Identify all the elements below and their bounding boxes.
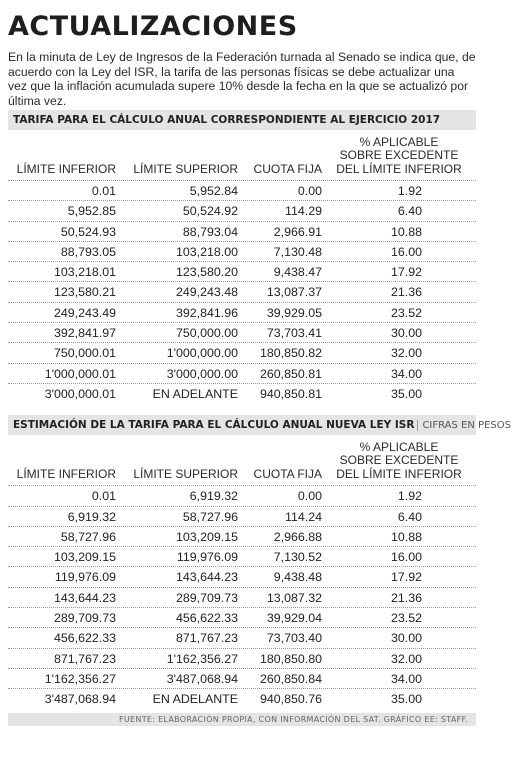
cell-upper-limit: 3'487,068.94 [166, 671, 238, 686]
table-row [8, 627, 476, 647]
cell-percentage: 6.40 [397, 204, 422, 219]
table-row [8, 506, 476, 526]
cell-percentage: 17.92 [390, 265, 422, 280]
table-row [8, 363, 476, 383]
col-lower-limit: LÍMITE INFERIOR [16, 466, 116, 481]
cell-lower-limit: 50,524.93 [60, 224, 116, 239]
cell-lower-limit: 1'000,000.01 [44, 366, 116, 381]
cell-fixed-fee: 114.24 [285, 509, 322, 524]
cell-lower-limit: 123,580.21 [53, 285, 116, 300]
cell-lower-limit: 249,243.49 [53, 305, 116, 320]
cell-lower-limit: 1'162,356.27 [44, 671, 116, 686]
table-row [8, 485, 476, 505]
cell-fixed-fee: 0.00 [297, 184, 322, 198]
cell-percentage: 32.00 [390, 346, 422, 361]
table-row [8, 383, 476, 403]
cell-fixed-fee: 7,130.52 [273, 550, 322, 565]
cell-percentage: 23.52 [390, 611, 422, 626]
table-2017-body [8, 180, 476, 403]
cell-lower-limit: 0.01 [91, 489, 116, 504]
table-new-law-header [8, 415, 511, 435]
col-percentage-line-1: % APLICABLE [359, 439, 439, 454]
col-percentage-line-3: DEL LÍMITE INFERIOR [336, 161, 462, 176]
cell-upper-limit: 1'162,356.27 [166, 651, 238, 666]
cell-fixed-fee: 13,087.37 [266, 285, 322, 300]
cell-upper-limit: 6,919.32 [189, 489, 238, 504]
cell-lower-limit: 3'487,068.94 [44, 692, 116, 707]
cell-lower-limit: 103,209.15 [53, 550, 116, 565]
cell-upper-limit: EN ADELANTE [152, 386, 238, 401]
cell-upper-limit: 289,709.73 [175, 590, 238, 605]
col-lower-limit: LÍMITE INFERIOR [16, 161, 116, 176]
table-row [8, 342, 476, 362]
cell-fixed-fee: 39,929.04 [266, 611, 322, 626]
cell-fixed-fee: 260,850.81 [259, 366, 322, 381]
cell-fixed-fee: 940,850.76 [259, 692, 322, 707]
cell-upper-limit: 456,622.33 [175, 611, 238, 626]
table-2017-title: TARIFA PARA EL CÁLCULO ANUAL CORRESPONDIENTE AL EJERCICIO 2017 [13, 114, 441, 126]
table-row [8, 546, 476, 566]
cell-percentage: 30.00 [390, 326, 422, 341]
table-row [8, 180, 476, 200]
cell-percentage: 35.00 [390, 386, 422, 401]
cell-fixed-fee: 39,929.05 [266, 305, 322, 320]
cell-lower-limit: 456,622.33 [53, 631, 116, 646]
cell-lower-limit: 6,919.32 [67, 509, 116, 524]
source-note: FUENTE: ELABORACIÓN PROPIA, CON INFORMACIÓN DEL SAT. GRÁFICO EE: STAFF. [8, 713, 476, 726]
col-fixed-fee: CUOTA FIJA [253, 466, 322, 481]
cell-fixed-fee: 9,438.47 [273, 265, 322, 280]
cell-percentage: 30.00 [390, 631, 422, 646]
cell-upper-limit: 119,976.09 [176, 550, 238, 565]
cell-upper-limit: 3'000,000.00 [166, 366, 238, 381]
table-row [8, 648, 476, 668]
cell-fixed-fee: 180,850.80 [259, 651, 322, 666]
cell-upper-limit: 58,727.96 [182, 509, 238, 524]
table-new-law-column-headers [8, 435, 476, 485]
table-row [8, 302, 476, 322]
page-title: ACTUALIZACIONES [8, 11, 298, 42]
cell-fixed-fee: 2,966.88 [273, 529, 322, 544]
table-new-law [8, 415, 511, 708]
cell-upper-limit: 143,644.23 [175, 570, 238, 585]
cell-lower-limit: 5,952.85 [67, 204, 116, 219]
cell-upper-limit: 1'000,000.00 [166, 346, 238, 361]
intro-paragraph: En la minuta de Ley de Ingresos de la Federación turnada al Senado se indica que, de acuerdo con la Ley del ISR, la tarifa de las personas físicas se debe actualizar una vez que la inflación acumulada supere 10% desde la fecha en la que se actualizó por última vez. [8, 50, 476, 108]
table-row [8, 587, 476, 607]
cell-percentage: 17.92 [390, 570, 422, 585]
cell-fixed-fee: 13,087.32 [266, 590, 322, 605]
cell-upper-limit: 103,209.15 [175, 529, 238, 544]
cell-fixed-fee: 73,703.40 [266, 631, 322, 646]
cell-upper-limit: 123,580.20 [175, 265, 238, 280]
cell-percentage: 34.00 [390, 671, 422, 686]
table-new-law-title: ESTIMACIÓN DE LA TARIFA PARA EL CÁLCULO ANUAL NUEVA LEY ISR [13, 419, 415, 432]
cell-lower-limit: 392,841.97 [53, 326, 116, 341]
cell-upper-limit: 88,793.04 [182, 224, 238, 239]
cell-percentage: 6.40 [397, 509, 422, 524]
cell-fixed-fee: 260,850.84 [259, 671, 322, 686]
cell-percentage: 10.88 [390, 529, 422, 544]
col-percentage [322, 136, 476, 177]
cell-upper-limit: EN ADELANTE [152, 692, 238, 707]
cell-percentage: 16.00 [390, 244, 422, 259]
cell-fixed-fee: 940,850.81 [259, 386, 322, 401]
table-row [8, 526, 476, 546]
units-label: CIFRAS EN PESOS [417, 420, 511, 431]
table-row [8, 261, 476, 281]
cell-percentage: 1.92 [397, 489, 422, 504]
col-percentage-line-2: SOBRE EXCEDENTE [339, 148, 459, 162]
table-row [8, 668, 476, 688]
col-fixed-fee: CUOTA FIJA [253, 161, 322, 176]
table-2017 [8, 110, 476, 403]
cell-percentage: 21.36 [390, 285, 422, 300]
cell-upper-limit: 249,243.48 [175, 285, 238, 300]
cell-lower-limit: 3'000,000.01 [44, 386, 116, 401]
table-row [8, 241, 476, 261]
col-upper-limit: LÍMITE SUPERIOR [133, 466, 238, 481]
cell-lower-limit: 289,709.73 [53, 611, 116, 626]
cell-percentage: 16.00 [390, 550, 422, 565]
table-row [8, 688, 476, 708]
col-percentage-line-1: % APLICABLE [359, 134, 439, 149]
cell-upper-limit: 103,218.00 [175, 244, 238, 259]
cell-percentage: 32.00 [390, 651, 422, 666]
cell-upper-limit: 750,000.00 [175, 326, 238, 341]
cell-upper-limit: 392,841.96 [175, 305, 238, 320]
cell-percentage: 23.52 [390, 305, 422, 320]
cell-fixed-fee: 114.29 [285, 204, 322, 219]
table-row [8, 281, 476, 301]
table-row [8, 200, 476, 220]
cell-fixed-fee: 2,966.91 [273, 224, 322, 239]
cell-upper-limit: 5,952.84 [189, 184, 238, 198]
col-percentage [322, 441, 476, 482]
col-percentage-line-3: DEL LÍMITE INFERIOR [336, 466, 462, 481]
cell-upper-limit: 871,767.23 [175, 631, 238, 646]
cell-percentage: 21.36 [390, 590, 422, 605]
cell-lower-limit: 103,218.01 [53, 265, 116, 280]
col-percentage-line-2: SOBRE EXCEDENTE [339, 453, 459, 468]
table-new-law-body [8, 485, 476, 708]
cell-fixed-fee: 9,438.48 [273, 570, 322, 585]
cell-fixed-fee: 180,850.82 [259, 346, 322, 361]
cell-lower-limit: 88,793.05 [60, 244, 116, 259]
col-upper-limit: LÍMITE SUPERIOR [133, 161, 238, 176]
cell-lower-limit: 119,976.09 [54, 570, 116, 585]
cell-lower-limit: 0.01 [91, 184, 116, 198]
cell-percentage: 34.00 [390, 366, 422, 381]
table-row [8, 221, 476, 241]
cell-percentage: 10.88 [390, 224, 422, 239]
cell-lower-limit: 143,644.23 [53, 590, 116, 605]
table-2017-header [8, 110, 476, 130]
cell-upper-limit: 50,524.92 [182, 204, 238, 219]
cell-lower-limit: 750,000.01 [53, 346, 116, 361]
table-row [8, 322, 476, 342]
cell-lower-limit: 871,767.23 [53, 651, 116, 666]
table-row [8, 566, 476, 586]
cell-fixed-fee: 7,130.48 [273, 244, 322, 259]
table-row [8, 607, 476, 627]
cell-percentage: 1.92 [397, 184, 422, 198]
cell-percentage: 35.00 [390, 692, 422, 707]
cell-lower-limit: 58,727.96 [60, 529, 116, 544]
cell-fixed-fee: 0.00 [297, 489, 322, 504]
cell-fixed-fee: 73,703.41 [266, 326, 322, 341]
table-2017-column-headers [8, 130, 476, 180]
